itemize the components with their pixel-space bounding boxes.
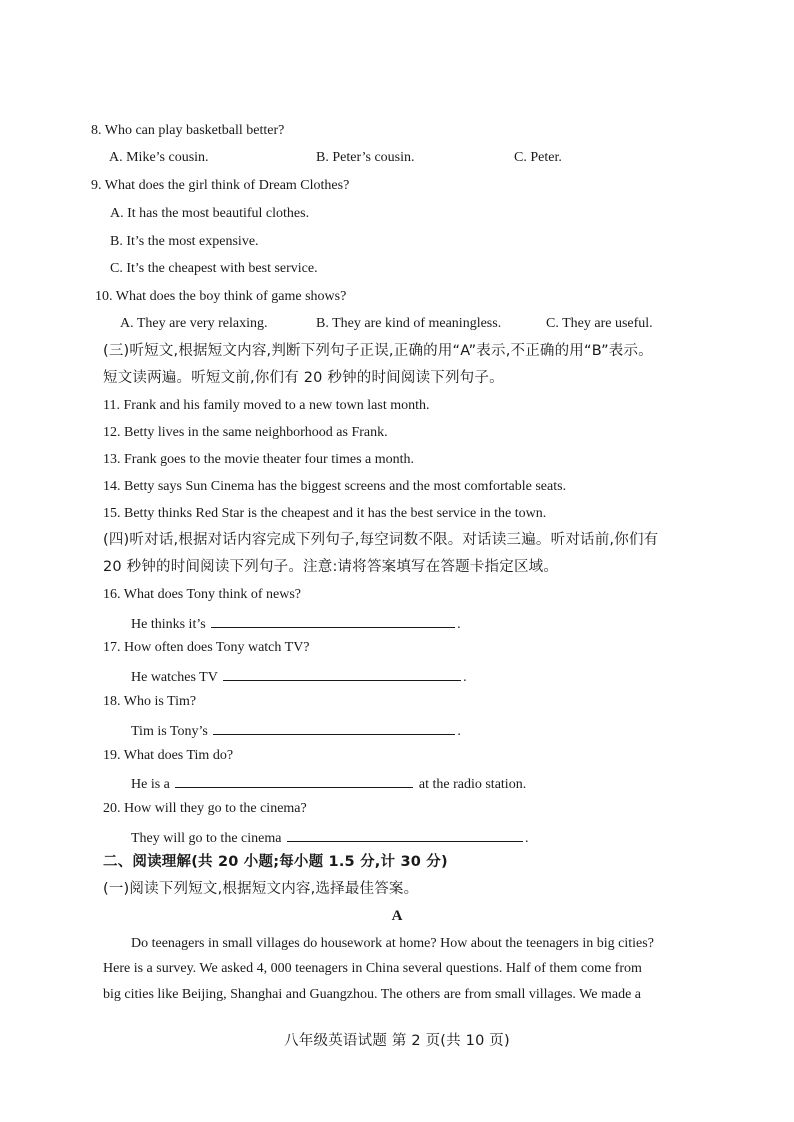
question-10: 10. What does the boy think of game shows? xyxy=(95,289,347,304)
statement-13: 13. Frank goes to the movie theater four times a month. xyxy=(103,452,415,467)
answer-blank-17[interactable] xyxy=(223,666,461,681)
answer-line-19: He is a at the radio station. xyxy=(131,773,526,794)
question-20: 20. How will they go to the cinema? xyxy=(103,801,307,816)
section3-instruction-2: 短文读两遍。听短文前,你们有 20 秒钟的时间阅读下列句子。 xyxy=(103,370,504,386)
option-9c: C. It’s the cheapest with best service. xyxy=(110,261,318,276)
question-17: 17. How often does Tony watch TV? xyxy=(103,640,310,655)
reading-instruction: (一)阅读下列短文,根据短文内容,选择最佳答案。 xyxy=(103,881,419,897)
option-10c: C. They are useful. xyxy=(546,316,653,331)
answer-line-17: He watches TV . xyxy=(131,666,467,687)
option-10b: B. They are kind of meaningless. xyxy=(316,316,502,331)
option-8b: B. Peter’s cousin. xyxy=(316,150,415,165)
statement-14: 14. Betty says Sun Cinema has the biggest screens and the most comfortable seats. xyxy=(103,479,567,494)
question-19: 19. What does Tim do? xyxy=(103,748,234,763)
option-8c: C. Peter. xyxy=(514,150,562,165)
answer-blank-18[interactable] xyxy=(213,720,455,735)
passage-line-3: big cities like Beijing, Shanghai and Guangzhou. The others are from small villages. We made a xyxy=(103,987,641,1002)
answer-blank-20[interactable] xyxy=(287,827,523,842)
section4-instruction-2: 20 秒钟的时间阅读下列句子。注意:请将答案填写在答题卡指定区域。 xyxy=(103,559,559,575)
option-10a: A. They are very relaxing. xyxy=(120,316,268,331)
statement-15: 15. Betty thinks Red Star is the cheapest and it has the best service in the town. xyxy=(103,506,547,521)
question-16: 16. What does Tony think of news? xyxy=(103,587,301,602)
answer-line-20: They will go to the cinema . xyxy=(131,827,528,848)
option-8a: A. Mike’s cousin. xyxy=(109,150,209,165)
reading-heading: 二、阅读理解(共 20 小题;每小题 1.5 分,计 30 分) xyxy=(103,854,448,870)
answer-blank-16[interactable] xyxy=(211,613,455,628)
passage-title: A xyxy=(391,908,403,924)
page-footer: 八年级英语试题 第 2 页(共 10 页) xyxy=(284,1033,510,1049)
passage-line-1: Do teenagers in small villages do housework at home? How about the teenagers in big cities? xyxy=(131,936,654,951)
question-18: 18. Who is Tim? xyxy=(103,694,197,709)
option-9a: A. It has the most beautiful clothes. xyxy=(110,206,310,221)
question-8: 8. Who can play basketball better? xyxy=(91,123,285,138)
statement-11: 11. Frank and his family moved to a new town last month. xyxy=(103,398,430,413)
section4-instruction-1: (四)听对话,根据对话内容完成下列句子,每空词数不限。对话读三遍。听对话前,你们有 xyxy=(103,532,659,548)
section3-instruction-1: (三)听短文,根据短文内容,判断下列句子正误,正确的用“A”表示,不正确的用“B”表示。 xyxy=(103,343,653,359)
answer-line-16: He thinks it’s . xyxy=(131,613,461,634)
option-9b: B. It’s the most expensive. xyxy=(110,234,259,249)
question-9: 9. What does the girl think of Dream Clothes? xyxy=(91,178,350,193)
passage-line-2: Here is a survey. We asked 4, 000 teenagers in China several questions. Half of them come from xyxy=(103,961,642,976)
statement-12: 12. Betty lives in the same neighborhood as Frank. xyxy=(103,425,388,440)
answer-blank-19[interactable] xyxy=(175,773,413,788)
answer-line-18: Tim is Tony’s . xyxy=(131,720,461,741)
